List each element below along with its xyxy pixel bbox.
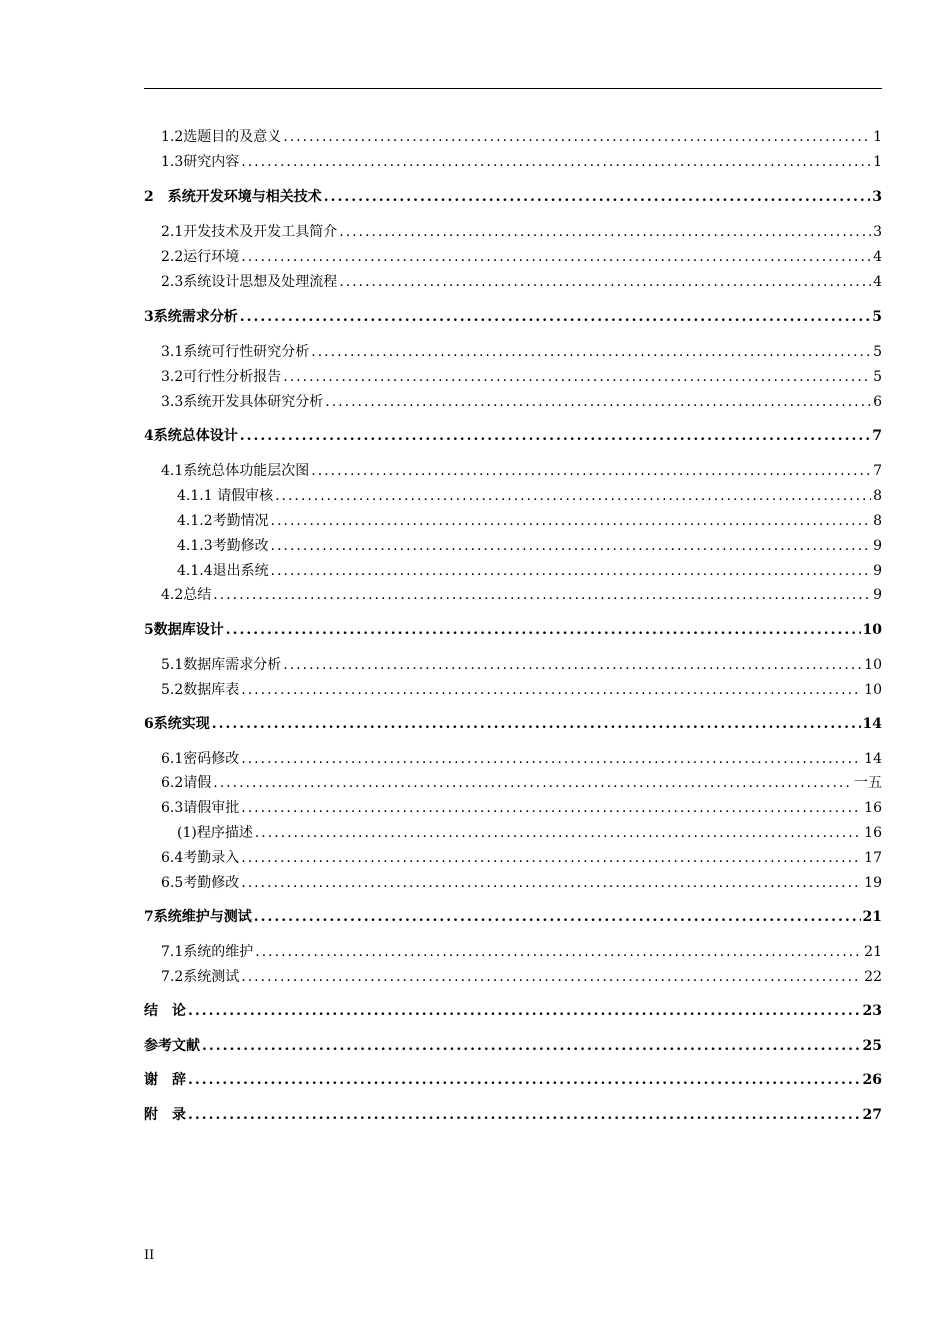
toc-leader-dots	[271, 560, 871, 582]
toc-entry[interactable]	[144, 510, 882, 532]
toc-entry-page: 21	[862, 909, 882, 925]
toc-entry-page: 7	[873, 463, 882, 479]
toc-entry[interactable]	[144, 654, 882, 676]
toc-leader-dots	[311, 341, 871, 363]
toc-entry-title: 6.4考勤录入	[161, 850, 240, 866]
toc-leader-dots	[241, 151, 871, 173]
toc-entry-title: 7系统维护与测试	[144, 909, 252, 925]
toc-entry[interactable]	[144, 485, 882, 507]
toc-entry[interactable]	[144, 847, 882, 869]
toc-leader-dots	[241, 246, 871, 268]
toc-entry[interactable]	[144, 906, 882, 928]
toc-entry-title: 6.2请假	[161, 775, 212, 791]
toc-entry[interactable]	[144, 1000, 882, 1022]
toc-entry-title: 6.5考勤修改	[161, 875, 240, 891]
toc-leader-dots	[241, 847, 862, 869]
toc-leader-dots	[339, 271, 871, 293]
toc-entry-title: 3.2可行性分析报告	[161, 369, 282, 385]
toc-entry[interactable]	[144, 126, 882, 148]
toc-entry-title: 3.3系统开发具体研究分析	[161, 394, 324, 410]
toc-leader-dots	[241, 679, 862, 701]
toc-leader-dots	[255, 941, 862, 963]
toc-entry-title: 1.2选题目的及意义	[161, 129, 282, 145]
toc-entry[interactable]	[144, 966, 882, 988]
toc-entry-page: 一五	[854, 775, 882, 791]
toc-entry-page: 16	[864, 800, 882, 816]
toc-leader-dots	[271, 510, 871, 532]
toc-entry[interactable]	[144, 341, 882, 363]
toc-entry-title: 2.2运行环境	[161, 249, 240, 265]
toc-leader-dots	[283, 654, 862, 676]
toc-entry-page: 5	[873, 369, 882, 385]
toc-leader-dots	[255, 822, 862, 844]
toc-leader-dots	[325, 391, 871, 413]
toc-entry[interactable]	[144, 584, 882, 606]
toc-entry-title: 2.1开发技术及开发工具简介	[161, 224, 338, 240]
toc-leader-dots	[339, 221, 871, 243]
toc-leader-dots	[275, 485, 871, 507]
toc-entry-title: 4.2总结	[161, 587, 212, 603]
toc-leader-dots	[283, 126, 871, 148]
toc-entry[interactable]	[144, 306, 882, 328]
toc-entry-page: 21	[864, 944, 882, 960]
toc-entry-title: 4.1.4退出系统	[177, 563, 269, 579]
toc-entry-page: 8	[873, 488, 882, 504]
toc-leader-dots	[241, 872, 862, 894]
toc-leader-dots	[188, 1069, 861, 1091]
toc-entry-title: 3系统需求分析	[144, 309, 238, 325]
toc-leader-dots	[241, 797, 862, 819]
toc-leader-dots	[241, 748, 862, 770]
toc-entry-title: 结 论	[144, 1003, 186, 1019]
toc-entry-title: 1.3研究内容	[161, 154, 240, 170]
toc-entry[interactable]	[144, 1104, 882, 1126]
toc-entry[interactable]	[144, 822, 882, 844]
toc-entry[interactable]	[144, 1069, 882, 1091]
toc-entry-page: 9	[873, 538, 882, 554]
toc-leader-dots	[188, 1104, 861, 1126]
toc-entry-title: 附 录	[144, 1107, 186, 1123]
toc-entry-page: 8	[873, 513, 882, 529]
toc-leader-dots	[324, 186, 871, 208]
toc-entry[interactable]	[144, 186, 882, 208]
toc-entry[interactable]	[144, 872, 882, 894]
toc-entry[interactable]	[144, 535, 882, 557]
toc-entry-page: 23	[862, 1003, 882, 1019]
toc-entry-title: 7.2系统测试	[161, 969, 240, 985]
toc-leader-dots	[254, 906, 861, 928]
toc-entry-page: 14	[862, 716, 882, 732]
toc-entry[interactable]	[144, 941, 882, 963]
toc-leader-dots	[241, 966, 862, 988]
toc-entry-page: 16	[864, 825, 882, 841]
toc-entry[interactable]	[144, 271, 882, 293]
toc-entry[interactable]	[144, 560, 882, 582]
toc-entry-page: 9	[873, 587, 882, 603]
toc-leader-dots	[213, 772, 852, 794]
toc-entry-page: 4	[873, 274, 882, 290]
toc-leader-dots	[240, 306, 871, 328]
toc-entry-title: 4.1系统总体功能层次图	[161, 463, 310, 479]
toc-entry-title: 4.1.2考勤情况	[177, 513, 269, 529]
toc-leader-dots	[212, 713, 861, 735]
toc-entry[interactable]	[144, 151, 882, 173]
toc-entry-title: 6.3请假审批	[161, 800, 240, 816]
header-rule	[144, 88, 882, 89]
toc-entry[interactable]	[144, 619, 882, 641]
toc-entry-page: 10	[862, 622, 882, 638]
toc-leader-dots	[213, 584, 871, 606]
toc-entry[interactable]	[144, 1035, 882, 1057]
toc-entry-page: 1	[873, 154, 882, 170]
toc-entry-page: 25	[862, 1038, 882, 1054]
toc-entry-title: 2.3系统设计思想及处理流程	[161, 274, 338, 290]
toc-entry-title: 4.1.3考勤修改	[177, 538, 269, 554]
toc-entry-page: 10	[864, 657, 882, 673]
toc-leader-dots	[283, 366, 871, 388]
toc-entry-page: 17	[864, 850, 882, 866]
toc-entry-title: 2 系统开发环境与相关技术	[144, 189, 322, 205]
toc-entry-title: 5.1数据库需求分析	[161, 657, 282, 673]
toc-entry-page: 5	[872, 309, 882, 325]
toc-leader-dots	[240, 425, 871, 447]
toc-entry-page: 22	[864, 969, 882, 985]
toc-entry-title: 6系统实现	[144, 716, 210, 732]
toc-entry-title: 4.1.1 请假审核	[177, 488, 274, 504]
toc-entry-title: 4系统总体设计	[144, 428, 238, 444]
toc-entry[interactable]	[144, 391, 882, 413]
toc-entry[interactable]	[144, 679, 882, 701]
toc-entry-title: 5.2数据库表	[161, 682, 240, 698]
toc-entry[interactable]	[144, 460, 882, 482]
toc-entry-title: 谢 辞	[144, 1072, 186, 1088]
toc-entry-page: 5	[873, 344, 882, 360]
toc-entry-page: 27	[862, 1107, 882, 1123]
toc-entry-page: 6	[873, 394, 882, 410]
toc-entry[interactable]	[144, 713, 882, 735]
toc-leader-dots	[188, 1000, 861, 1022]
toc-entry-page: 1	[873, 129, 882, 145]
toc-entry-page: 19	[864, 875, 882, 891]
toc-entry-title: 参考文献	[144, 1038, 200, 1054]
toc-entry[interactable]	[144, 366, 882, 388]
toc-entry-page: 3	[873, 224, 882, 240]
toc-entry[interactable]	[144, 221, 882, 243]
toc-entry-page: 7	[872, 428, 882, 444]
toc-entry-page: 9	[873, 563, 882, 579]
toc-entry[interactable]	[144, 425, 882, 447]
toc-entry-title: (1)程序描述	[177, 825, 253, 841]
toc-entry-title: 3.1系统可行性研究分析	[161, 344, 310, 360]
toc-entry-title: 6.1密码修改	[161, 751, 240, 767]
toc-leader-dots	[226, 619, 861, 641]
toc-entry[interactable]	[144, 772, 882, 794]
toc-entry-page: 4	[873, 249, 882, 265]
toc-entry-title: 5数据库设计	[144, 622, 224, 638]
toc-leader-dots	[202, 1035, 861, 1057]
toc-entry-page: 26	[862, 1072, 882, 1088]
toc-entry[interactable]	[144, 797, 882, 819]
toc-entry[interactable]	[144, 748, 882, 770]
toc-entry[interactable]	[144, 246, 882, 268]
footer-page-number: II	[144, 1248, 155, 1263]
toc-entry-page: 3	[872, 189, 882, 205]
toc-entry-page: 14	[864, 751, 882, 767]
toc-leader-dots	[311, 460, 871, 482]
toc-entry-page: 10	[864, 682, 882, 698]
toc-leader-dots	[271, 535, 871, 557]
toc-entry-title: 7.1系统的维护	[161, 944, 254, 960]
